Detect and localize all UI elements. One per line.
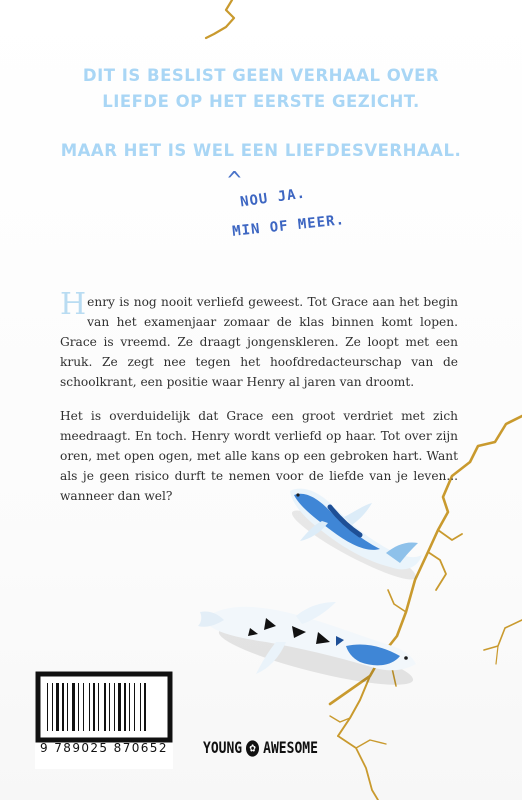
handwritten-note-line-1: NOU JA.	[239, 185, 307, 211]
barcode-bar	[72, 683, 75, 731]
isbn-number: 9 789025 870652	[40, 741, 168, 755]
barcode-bar	[52, 683, 53, 731]
handwritten-note-line-2: MIN OF MEER.	[231, 212, 346, 240]
barcode-bar	[98, 683, 99, 731]
barcode-bar	[89, 683, 90, 731]
barcode-bar	[67, 683, 68, 731]
barcode-bar	[56, 683, 59, 731]
publisher-mark-icon: ✿	[246, 740, 259, 756]
barcode-bar	[104, 683, 106, 731]
barcode-bar	[140, 683, 141, 731]
barcode-bar	[109, 683, 110, 731]
publisher-name-right: AWESOME	[263, 739, 318, 758]
tagline-line-1: DIT IS BESLIST GEEN VERHAAL OVER	[82, 66, 440, 85]
koi-fish-lower-icon	[196, 576, 422, 696]
drop-cap: H	[60, 287, 87, 322]
barcode-bar	[144, 683, 146, 731]
barcode-bar	[62, 683, 64, 731]
blurb-paragraph-1-text: enry is nog nooit verliefd geweest. Tot Grace aan het begin van het examenjaar zomaar de klas binnen komt lopen. Grace is vreemd. Ze draagt jongenskleren. Ze loopt met een kruk. Ze zegt nee tegen het hoofdredacteurschap van de schoolkrant, een positie waar Henry al jaren van droomt.	[60, 295, 458, 389]
publisher-name-left: YOUNG	[203, 739, 243, 758]
blurb-paragraph-2: Het is overduidelijk dat Grace een groot verdriet met zich meedraagt. En toch. Henry wordt verliefd op haar. Tot over zijn oren, met open ogen, met alle kans op een gebroken hart. Want als je geen risico durft te nemen voor de liefde van je leven... wanneer dan wel?	[60, 409, 458, 503]
barcode-bar	[134, 683, 135, 731]
tagline-line-3: MAAR HET IS WEL EEN LIEFDESVERHAAL.	[60, 141, 462, 160]
barcode-bar	[129, 683, 130, 731]
barcode-bar	[47, 683, 48, 731]
tagline-block	[0, 63, 522, 115]
tagline-line-2: LIEFDE OP HET EERSTE GEZICHT.	[102, 92, 420, 111]
caret-mark: ^	[226, 165, 243, 195]
barcode-bar	[124, 683, 126, 731]
blurb-paragraph-1	[60, 287, 458, 392]
publisher-logo	[203, 739, 318, 758]
barcode-bar	[118, 683, 121, 731]
barcode-bar	[114, 683, 115, 731]
barcode-bar	[78, 683, 79, 731]
barcode-bar	[83, 683, 84, 731]
barcode-bar	[93, 683, 95, 731]
